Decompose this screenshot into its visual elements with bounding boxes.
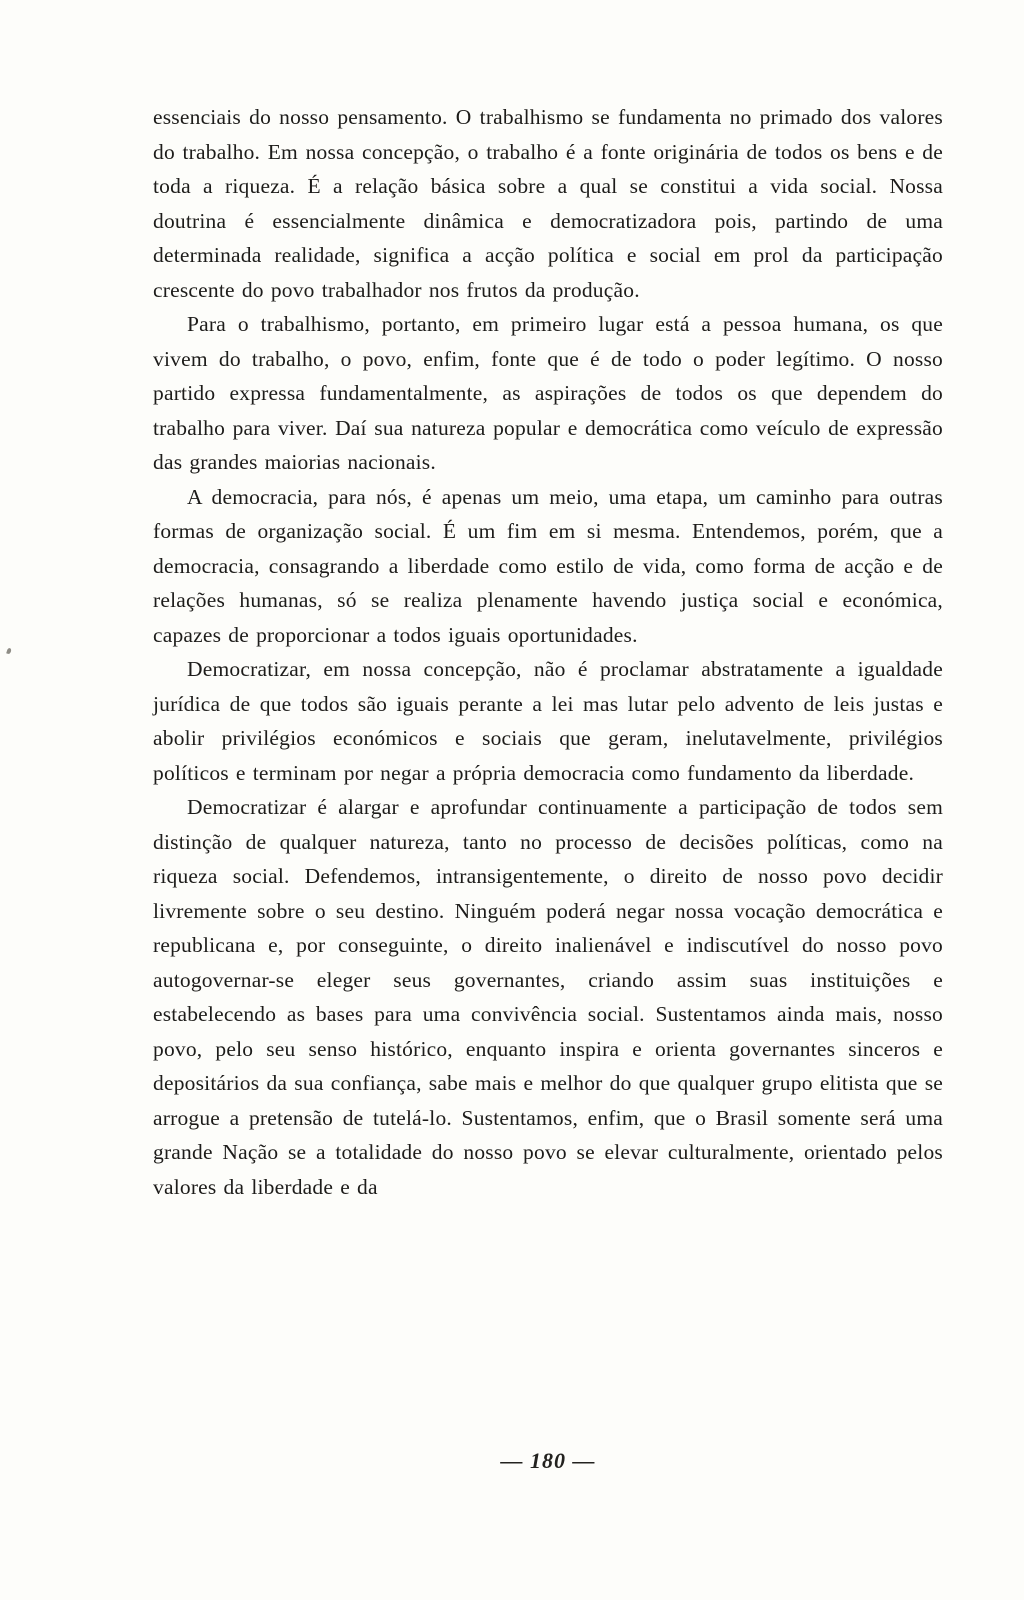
- paragraph: Para o trabalhismo, portanto, em primeiro lugar está a pessoa humana, os que vivem do trabalho, o povo, enfim, fonte que é de todo o poder legítimo. O nosso partido expressa fundamentalmente, as aspirações de todos os que dependem do trabalho para viver. Daí sua natureza popular e democrática como veículo de expressão das grandes maiorias nacionais.: [153, 312, 943, 474]
- paragraph-continuation: essenciais do nosso pensamento. O trabalhismo se fundamenta no primado dos valores do trabalho. Em nossa concepção, o trabalho é a fonte originária de todos os bens e de toda a riqueza. É a relação básica sobre a qual se constitui a vida social. Nossa doutrina é essencialmente dinâmica e democratizadora pois, partindo de uma determinada realidade, significa a acção política e social em prol da participação crescente do povo trabalhador nos frutos da produção.: [153, 105, 943, 302]
- body-text: [153, 100, 943, 1204]
- scan-artifact: [6, 648, 12, 655]
- paragraph: A democracia, para nós, é apenas um meio, uma etapa, um caminho para outras formas de organização social. É um fim em si mesma. Entendemos, porém, que a democracia, consagrando a liberdade como estilo de vida, como forma de acção e de relações humanas, só se realiza plenamente havendo justiça social e económica, capazes de proporcionar a todos iguais oportunidades.: [153, 484, 943, 647]
- paragraph: Democratizar é alargar e aprofundar continuamente a participação de todos sem distinção de qualquer natureza, tanto no processo de decisões políticas, como na riqueza social. Defendemos, intransigentemente, o direito de nosso povo decidir livremente sobre o seu destino. Ninguém poderá negar nossa vocação democrática e republicana e, por conseguinte, o direito inalienável e indiscutível do nosso povo autogovernar-se eleger seus governantes, criando assim suas instituições e estabelecendo as bases para uma convivência social. Sustentamos ainda mais, nosso povo, pelo seu senso histórico, enquanto inspira e orienta governantes sinceros e depositários da sua confiança, sabe mais e melhor do que qualquer grupo elitista que se arrogue a pretensão de tutelá-lo. Sustentamos, enfim, que o Brasil somente será uma grande Nação se a totalidade do nosso povo se elevar culturalmente, orientado pelos valores da liberdade e da: [153, 795, 943, 1199]
- page-number: — 180 —: [500, 1448, 596, 1473]
- paragraph: Democratizar, em nossa concepção, não é proclamar abstratamente a igualdade jurídica de que todos são iguais perante a lei mas lutar pelo advento de leis justas e abolir privilégios económicos e sociais que geram, inelutavelmente, privilégios políticos e terminam por negar a própria democracia como fundamento da liberdade.: [153, 657, 943, 785]
